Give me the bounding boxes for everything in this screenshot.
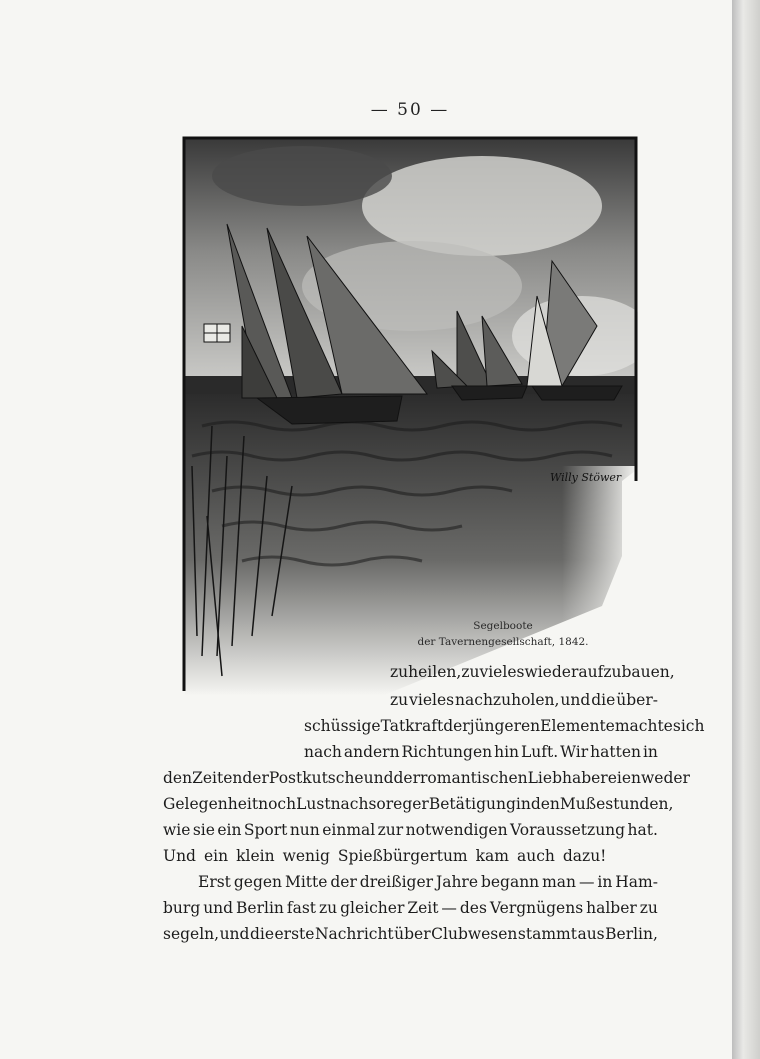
- word: in: [515, 795, 531, 813]
- text-line: [163, 816, 658, 844]
- word: Spießbürgertum: [337, 847, 468, 865]
- word: sie: [192, 821, 215, 839]
- word: nachzuholen,: [455, 691, 560, 709]
- text-line: [163, 790, 674, 818]
- word: Gelegenheit: [163, 795, 259, 813]
- word: und: [560, 691, 591, 709]
- word: nun: [289, 821, 320, 839]
- word: reger: [385, 795, 429, 813]
- word: Ham-: [615, 873, 658, 891]
- word: zu: [319, 899, 338, 917]
- word: wie: [163, 821, 191, 839]
- word: wenig: [282, 847, 330, 865]
- word: Richtungen: [401, 743, 493, 761]
- word: einmal: [322, 821, 376, 839]
- word: sich: [672, 717, 705, 735]
- word: den: [163, 769, 193, 787]
- word: zu: [639, 899, 658, 917]
- caption-line-1: Segelboote: [473, 620, 533, 632]
- word: wieder: [524, 663, 579, 681]
- word: romantischen: [420, 769, 528, 787]
- word: —: [578, 873, 595, 891]
- word: Mußestunden,: [559, 795, 674, 813]
- word: hin: [494, 743, 520, 761]
- word: Mitte: [284, 873, 328, 891]
- word: segeln,: [163, 925, 220, 943]
- artist-signature: Willy Stöwer: [550, 471, 622, 484]
- word: nach: [304, 743, 342, 761]
- text-line: [390, 658, 675, 686]
- word: Zeit: [407, 899, 439, 917]
- word: begann: [480, 873, 540, 891]
- text-line: [163, 764, 690, 792]
- text-line: [163, 894, 658, 922]
- word: Tatkraft: [380, 717, 444, 735]
- word: der: [242, 769, 269, 787]
- word: notwendigen: [405, 821, 508, 839]
- page-number: — 50 —: [370, 100, 450, 120]
- word: man: [542, 873, 577, 891]
- word: in: [642, 743, 658, 761]
- word: hatten: [590, 743, 641, 761]
- word: Zeiten: [192, 769, 243, 787]
- word: gleicher: [340, 899, 405, 917]
- word: auch: [516, 847, 555, 865]
- word: vieles: [409, 691, 455, 709]
- word: zu: [390, 663, 409, 681]
- word: hat.: [627, 821, 658, 839]
- word: dreißiger: [359, 873, 434, 891]
- word: und: [363, 769, 394, 787]
- word: Postkutsche: [268, 769, 364, 787]
- word: aus: [577, 925, 605, 943]
- word: Sport: [243, 821, 288, 839]
- word: Voraussetzung: [509, 821, 626, 839]
- word: burg: [163, 899, 201, 917]
- word: ein: [217, 821, 242, 839]
- word: Elemente: [540, 717, 615, 735]
- word: der: [393, 769, 421, 787]
- word: zu: [461, 663, 480, 681]
- word: kam: [475, 847, 509, 865]
- word: über-: [616, 691, 658, 709]
- word: aufzubauen,: [578, 663, 675, 681]
- word: in: [597, 873, 613, 891]
- text-line: [163, 920, 658, 948]
- word: zur: [377, 821, 404, 839]
- word: Betätigung: [428, 795, 516, 813]
- word: Berlin,: [605, 925, 658, 943]
- word: gegen: [233, 873, 283, 891]
- word: zu: [390, 691, 409, 709]
- text-line: [390, 686, 658, 714]
- text-line: [198, 868, 658, 896]
- word: Wir: [560, 743, 589, 761]
- word: klein: [236, 847, 275, 865]
- word: Jahre: [435, 873, 479, 891]
- word: so: [368, 795, 386, 813]
- text-line: [304, 712, 705, 740]
- word: andern: [343, 743, 400, 761]
- word: weder: [641, 769, 690, 787]
- word: ein: [203, 847, 229, 865]
- word: der: [443, 717, 470, 735]
- word: und: [203, 899, 234, 917]
- text-line: [163, 842, 658, 870]
- word: Luft.: [521, 743, 559, 761]
- word: dazu!: [562, 847, 607, 865]
- word: fast: [286, 899, 317, 917]
- word: schüssige: [304, 717, 381, 735]
- word: der: [330, 873, 357, 891]
- word: stammt: [517, 925, 577, 943]
- word: heilen,: [408, 663, 462, 681]
- word: Nachricht: [314, 925, 394, 943]
- text-line: [304, 738, 658, 766]
- word: Erst: [198, 873, 231, 891]
- word: die: [591, 691, 616, 709]
- word: über: [394, 925, 431, 943]
- word: Liebhabereien: [527, 769, 641, 787]
- caption-line-2: der Tavernengesellschaft, 1842.: [417, 636, 589, 648]
- word: jüngeren: [469, 717, 541, 735]
- word: den: [530, 795, 560, 813]
- word: noch: [258, 795, 297, 813]
- word: erste: [274, 925, 315, 943]
- word: machte: [614, 717, 673, 735]
- word: vieles: [479, 663, 525, 681]
- word: des: [459, 899, 487, 917]
- word: halber: [586, 899, 637, 917]
- word: und: [219, 925, 250, 943]
- word: Clubwesen: [431, 925, 518, 943]
- word: nach: [330, 795, 369, 813]
- word: Lust: [296, 795, 331, 813]
- word: Vergnügens: [489, 899, 584, 917]
- word: die: [249, 925, 275, 943]
- word: Berlin: [236, 899, 284, 917]
- word: Und: [163, 847, 196, 865]
- word: —: [441, 899, 457, 917]
